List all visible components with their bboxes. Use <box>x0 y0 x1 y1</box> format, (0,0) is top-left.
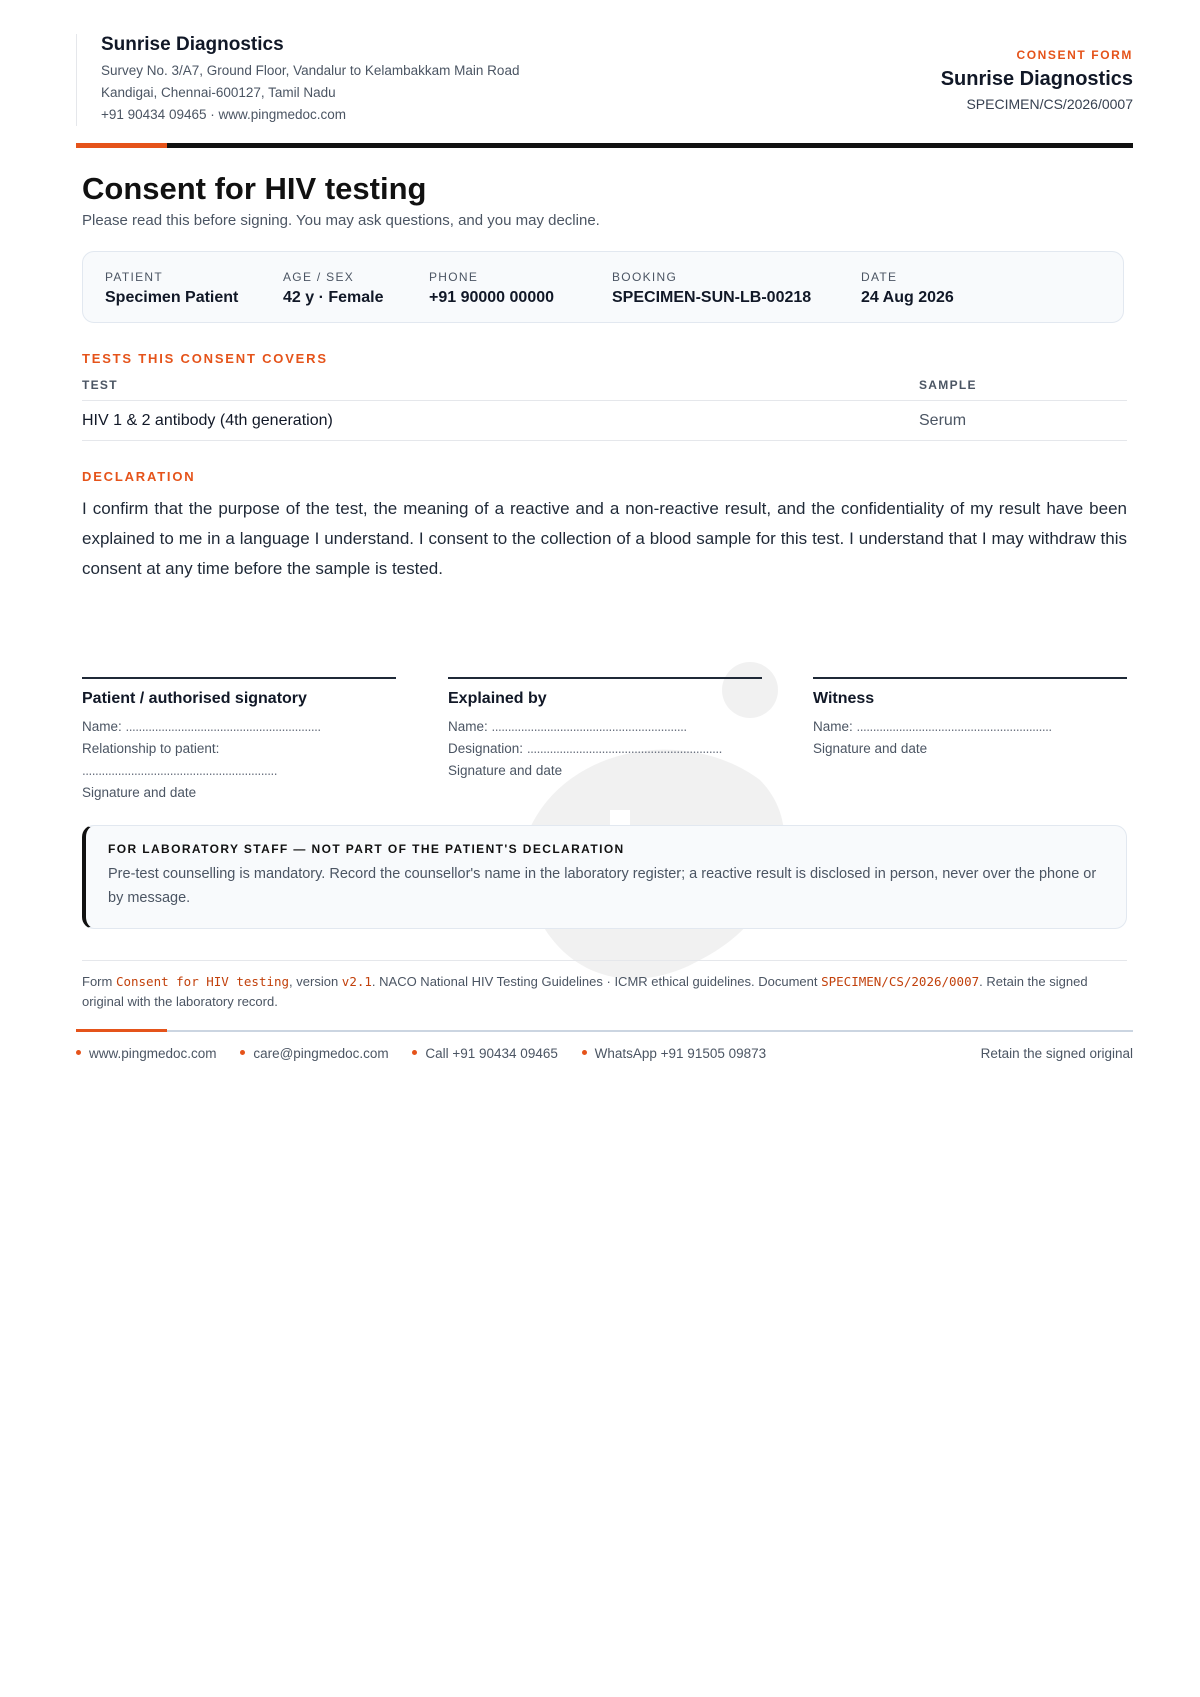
form-lab-name: Sunrise Diagnostics <box>940 68 1133 90</box>
explained-by-signature-block <box>448 677 762 782</box>
age-sex-value: 42 y · Female <box>283 289 384 306</box>
patient-signature-title: Patient / authorised signatory <box>82 690 307 707</box>
version-prefix: , version <box>289 974 342 989</box>
witness-signature-date: Signature and date <box>813 741 928 756</box>
patient-value: Specimen Patient <box>105 289 239 306</box>
name-label: Name: <box>82 719 122 734</box>
staff-note <box>82 825 1127 929</box>
name-dots: ............................................................ <box>856 719 1052 734</box>
explained-signature-date: Signature and date <box>448 763 563 778</box>
bullet-icon <box>412 1050 417 1055</box>
call-contact[interactable] <box>412 1046 558 1061</box>
relationship-dots: ............................................................ <box>82 763 278 778</box>
header-divider-accent <box>76 143 167 148</box>
form-identity <box>941 48 1133 112</box>
designation-dots: ............................................................ <box>526 741 722 756</box>
bullet-icon <box>582 1050 587 1055</box>
phone-field <box>429 270 554 307</box>
explained-by-title: Explained by <box>448 690 547 707</box>
fineprint-suffix: . Retain the signed original with the laboratory record. <box>82 974 1088 1009</box>
document-number: SPECIMEN/CS/2026/0007 <box>966 96 1133 112</box>
patient-name-line <box>82 716 396 738</box>
designation-label: Designation: <box>448 741 524 756</box>
fineprint-document-number: SPECIMEN/CS/2026/0007 <box>821 974 980 989</box>
whatsapp-text: WhatsApp +91 91505 09873 <box>594 1046 767 1061</box>
test-column-header: TEST <box>82 378 118 392</box>
patient-field <box>105 270 238 307</box>
whatsapp-contact[interactable] <box>582 1046 767 1061</box>
bottom-divider <box>76 1030 1133 1032</box>
form-kicker: CONSENT FORM <box>1016 48 1133 62</box>
patient-signature-block <box>82 677 396 804</box>
name-dots: ............................................................ <box>125 719 321 734</box>
phone-label: PHONE <box>429 270 479 284</box>
form-version: v2.1 <box>341 974 372 989</box>
call-text: Call +91 90434 09465 <box>425 1046 558 1061</box>
lab-contact-line: +91 90434 09465 · www.pingmedoc.com <box>101 107 347 122</box>
name-label: Name: <box>448 719 488 734</box>
contact-strip <box>76 1046 786 1061</box>
patient-signature-date: Signature and date <box>82 785 197 800</box>
booking-value: SPECIMEN-SUN-LB-00218 <box>612 289 812 306</box>
footer-divider <box>82 960 1127 961</box>
lab-header <box>76 34 519 126</box>
website-text: www.pingmedoc.com <box>89 1046 217 1061</box>
email-contact[interactable] <box>240 1046 388 1061</box>
staff-note-text: Pre-test counselling is mandatory. Record the counsellor's name in the laboratory register; a reactive result is disclosed in person, never over the phone or by message. <box>108 866 1097 906</box>
lab-name: Sunrise Diagnostics <box>101 34 284 55</box>
website-contact[interactable] <box>76 1046 217 1061</box>
form-name: Consent for HIV testing <box>115 974 290 989</box>
test-name: HIV 1 & 2 antibody (4th generation) <box>82 412 333 429</box>
designation-line <box>448 738 762 760</box>
form-fineprint <box>82 972 1127 1012</box>
relationship-line <box>82 760 396 782</box>
tests-table-header <box>82 378 1127 401</box>
witness-name-line <box>813 716 1127 738</box>
lab-address-line-2: Kandigai, Chennai-600127, Tamil Nadu <box>101 85 336 100</box>
staff-note-heading: FOR LABORATORY STAFF — NOT PART OF THE PATIENT'S DECLARATION <box>108 842 625 856</box>
name-dots: ............................................................ <box>491 719 687 734</box>
date-label: DATE <box>861 270 898 284</box>
tests-heading: TESTS THIS CONSENT COVERS <box>82 351 328 366</box>
name-label: Name: <box>813 719 853 734</box>
page-subtitle: Please read this before signing. You may ask questions, and you may decline. <box>82 212 600 229</box>
sample-type: Serum <box>919 412 967 429</box>
header-divider <box>76 143 1133 148</box>
lab-address-line-1: Survey No. 3/A7, Ground Floor, Vandalur to Kelambakkam Main Road <box>101 63 520 78</box>
bullet-icon <box>76 1050 81 1055</box>
sample-column-header: SAMPLE <box>919 378 977 392</box>
date-value: 24 Aug 2026 <box>861 289 954 306</box>
email-text: care@pingmedoc.com <box>253 1046 389 1061</box>
witness-title: Witness <box>813 690 875 707</box>
guidelines-text: . NACO National HIV Testing Guidelines · ICMR ethical guidelines. Document <box>371 974 822 989</box>
witness-signature-block <box>813 677 1127 760</box>
relationship-label: Relationship to patient: <box>82 741 220 756</box>
patient-label: PATIENT <box>105 270 163 284</box>
table-row <box>82 401 1127 441</box>
declaration-text: I confirm that the purpose of the test, the meaning of a reactive and a non-reactive result, and the confidentiality of my result have been explained to me in a language I understand. I consent to the collection of a blood sample for this test. I understand that I may withdraw this consent at any time before the sample is tested. <box>82 499 1127 578</box>
retain-note: Retain the signed original <box>980 1046 1133 1061</box>
explained-name-line <box>448 716 762 738</box>
booking-field <box>612 270 811 307</box>
date-field <box>861 270 954 307</box>
age-sex-label: AGE / SEX <box>283 270 355 284</box>
booking-label: BOOKING <box>612 270 678 284</box>
phone-value: +91 90000 00000 <box>429 289 555 306</box>
tests-table <box>82 378 1127 441</box>
age-sex-field <box>283 270 384 307</box>
bullet-icon <box>240 1050 245 1055</box>
patient-info-card <box>82 251 1124 323</box>
declaration-heading: DECLARATION <box>82 469 196 484</box>
form-prefix: Form <box>82 974 116 989</box>
bottom-divider-accent <box>76 1029 167 1032</box>
page-title: Consent for HIV testing <box>82 171 427 206</box>
